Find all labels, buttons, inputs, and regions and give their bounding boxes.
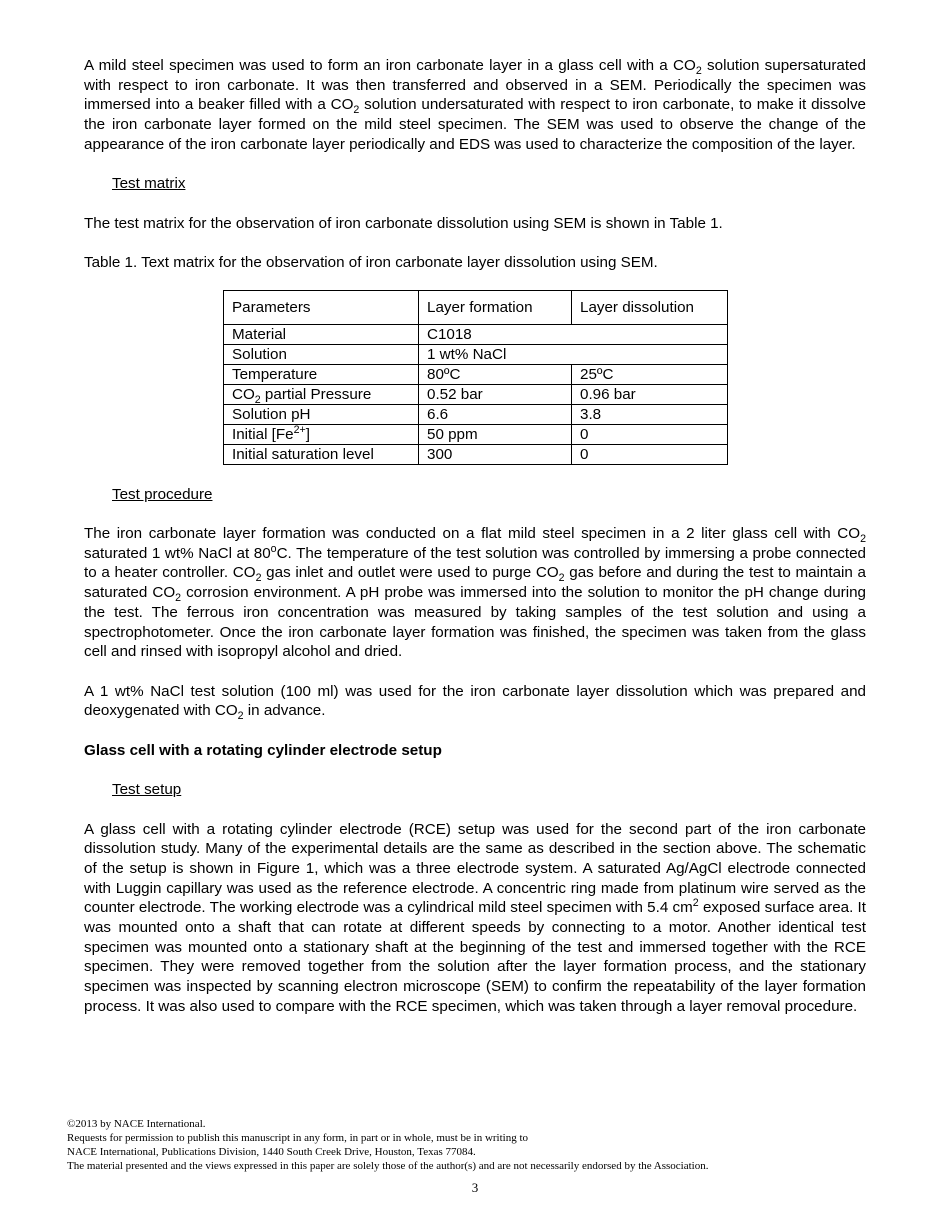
test-matrix-paragraph: The test matrix for the observation of iron carbonate dissolution using SEM is shown in Table 1. [84, 214, 723, 232]
footer-line: ©2013 by NACE International. [67, 1118, 206, 1130]
test-setup-paragraph: A glass cell with a rotating cylinder electrode (RCE) setup was used for the second part of the iron carbonate dissolution study. Many of the experimental details are the same as described in the section above. The schematic of the setup is shown in Figure 1, which was a three electrode system. A saturated Ag/AgCl electrode connected with Luggin capillary was used as the reference electrode. A concentric ring made from platinum wire served as the counter electrode. The working electrode was a cylindrical mild steel specimen with 5.4 $cm^2$ exposed surface area. It was mounted onto a shaft that can rotate at different speeds by connecting to a motor. Another identical test specimen was mounted onto a stationary shaft at the beginning of the test and immersed together with the RCE specimen. They were removed together from the solution after the layer formation process, and the stationary specimen was inspected by scanning electron microscope (SEM) to confirm the repeatability of the layer formation process. It was also used to compare with the RCE specimen, which was taken through a layer removal procedure. [84, 820, 866, 1015]
header-layer-formation: Layer formation [419, 290, 572, 324]
page-number: 3 [471, 1180, 479, 1195]
document-page [84, 56, 866, 1017]
table-row: Solution pH 6.6 3.8 [224, 404, 728, 424]
table-header-row [224, 290, 728, 324]
test-procedure-paragraph-1: The iron carbonate layer formation was conducted on a flat mild steel specimen in a 2 liter glass cell with $CO_2$ saturated 1 wt% NaCl at 80$^o$C. The temperature of the test solution was controlled by immersing a probe connected to a heater controller. $CO_2$ gas inlet and outlet were used to purge $CO_2$ gas before and during the test to maintain a saturated $CO_2$ corrosion environment. A pH probe was immersed into the solution to monitor the pH change during the test. The ferrous iron concentration was measured by taking samples of the test solution and using a spectrophotometer. Once the iron carbonate layer formation was finished, the specimen was taken from the glass cell and rinsed with isopropyl alcohol and dried. [84, 525, 867, 661]
copyright-footer [67, 1117, 708, 1173]
table-row: Temperature 80ºC 25ºC [224, 364, 728, 384]
header-parameters: Parameters [224, 290, 419, 324]
footer-line: Requests for permission to publish this manuscript in any form, in part or in whole, must be in writing to [67, 1132, 529, 1144]
table-row: Solution 1 wt% NaCl [224, 344, 728, 364]
table-row: Initial $[Fe^{2+}]$ 50 ppm 0 [224, 424, 728, 444]
test-procedure-paragraph-2: A 1 wt% NaCl test solution (100 ml) was used for the iron carbonate layer dissolution which was prepared and deoxygenated with $CO_2$ in advance. [84, 682, 866, 723]
test-setup-heading: Test setup [112, 781, 182, 799]
footer-line: The material presented and the views expressed in this paper are solely those of the author(s) and are not necessarily endorsed by the Association. [67, 1160, 709, 1172]
table-row: Initial saturation level 300 0 [224, 444, 728, 464]
intro-paragraph: A mild steel specimen was used to form an iron carbonate layer in a glass cell with a $CO_2$ solution supersaturated with respect to iron carbonate. It was then transferred and observed in a SEM. Periodically the specimen was immersed into a beaker filled with a $CO_2$ solution undersaturated with respect to iron carbonate, to make it dissolve the iron carbonate layer formed on the mild steel specimen. The SEM was used to observe the change of the appearance of the iron carbonate layer periodically and EDS was used to characterize the composition of the layer. [84, 57, 866, 153]
footer-line: NACE International, Publications Division, 1440 South Creek Drive, Houston, Texas 77084. [67, 1146, 476, 1158]
table-caption: Table 1. Text matrix for the observation of iron carbonate layer dissolution using SEM. [84, 253, 658, 271]
table-row: Material C1018 [224, 324, 728, 344]
table-row: $CO_2$ partial Pressure 0.52 bar 0.96 bar [224, 384, 728, 404]
test-matrix-table [223, 290, 728, 465]
header-layer-dissolution: Layer dissolution [572, 290, 728, 324]
test-matrix-heading: Test matrix [112, 175, 186, 193]
test-procedure-heading: Test procedure [112, 485, 213, 503]
rce-section-heading: Glass cell with a rotating cylinder electrode setup [84, 741, 442, 759]
